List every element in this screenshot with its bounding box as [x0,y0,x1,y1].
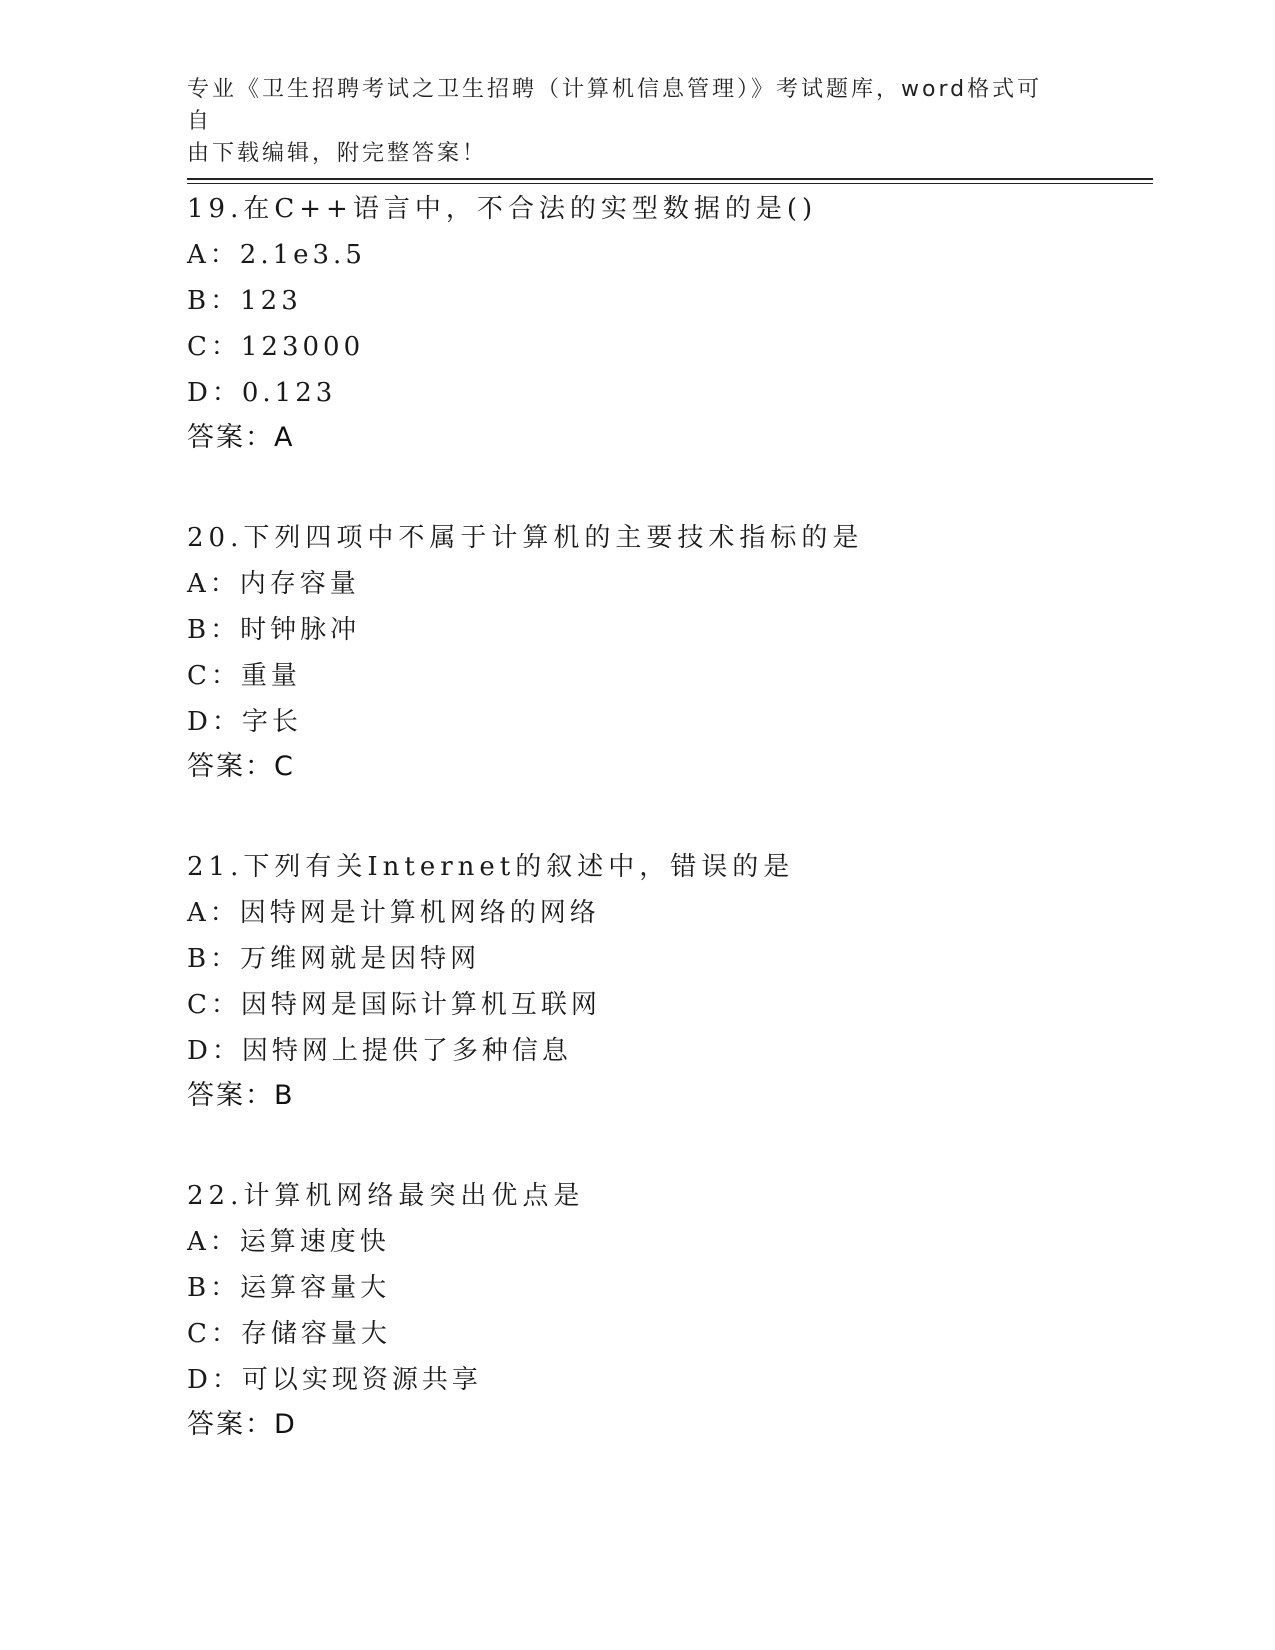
question-22 [187,1173,1147,1447]
question-list [187,186,1147,1502]
option-d: D：因特网上提供了多种信息 [187,1036,572,1066]
option-c: C：重量 [187,661,301,691]
answer-line: 答案：D [187,1409,297,1440]
option-a: A：2.1e3.5 [187,240,366,270]
header-line-1: 专业《卫生招聘考试之卫生招聘（计算机信息管理）》考试题库，word格式可自 [187,77,1043,134]
question-stem: 21.下列有关Internet的叙述中，错误的是 [187,852,795,882]
option-c: C：存储容量大 [187,1319,391,1349]
option-a: A：因特网是计算机网络的网络 [187,898,600,928]
option-a: A：运算速度快 [187,1227,390,1257]
option-a: A：内存容量 [187,569,360,599]
answer-line: 答案：C [187,751,295,782]
question-19 [187,186,1147,460]
option-b: B：运算容量大 [187,1273,391,1303]
question-stem: 19.在C++语言中，不合法的实型数据的是() [187,194,818,224]
question-stem: 20.下列四项中不属于计算机的主要技术指标的是 [187,523,864,553]
option-b: B：123 [187,286,302,316]
option-d: D：字长 [187,707,302,737]
question-20 [187,515,1147,789]
header-divider-thick [187,178,1153,180]
answer-line: 答案：B [187,1080,295,1111]
question-stem: 22.计算机网络最突出优点是 [187,1181,585,1211]
option-c: C：123000 [187,332,365,362]
question-21 [187,844,1147,1118]
answer-line: 答案：A [187,422,295,453]
option-d: D：0.123 [187,378,337,408]
option-d: D：可以实现资源共享 [187,1365,482,1395]
option-b: B：时钟脉冲 [187,615,361,645]
document-header [187,74,1067,170]
option-c: C：因特网是国际计算机互联网 [187,990,601,1020]
header-line-2: 由下载编辑，附完整答案！ [187,141,488,166]
header-divider-thin [187,183,1153,184]
option-b: B：万维网就是因特网 [187,944,481,974]
